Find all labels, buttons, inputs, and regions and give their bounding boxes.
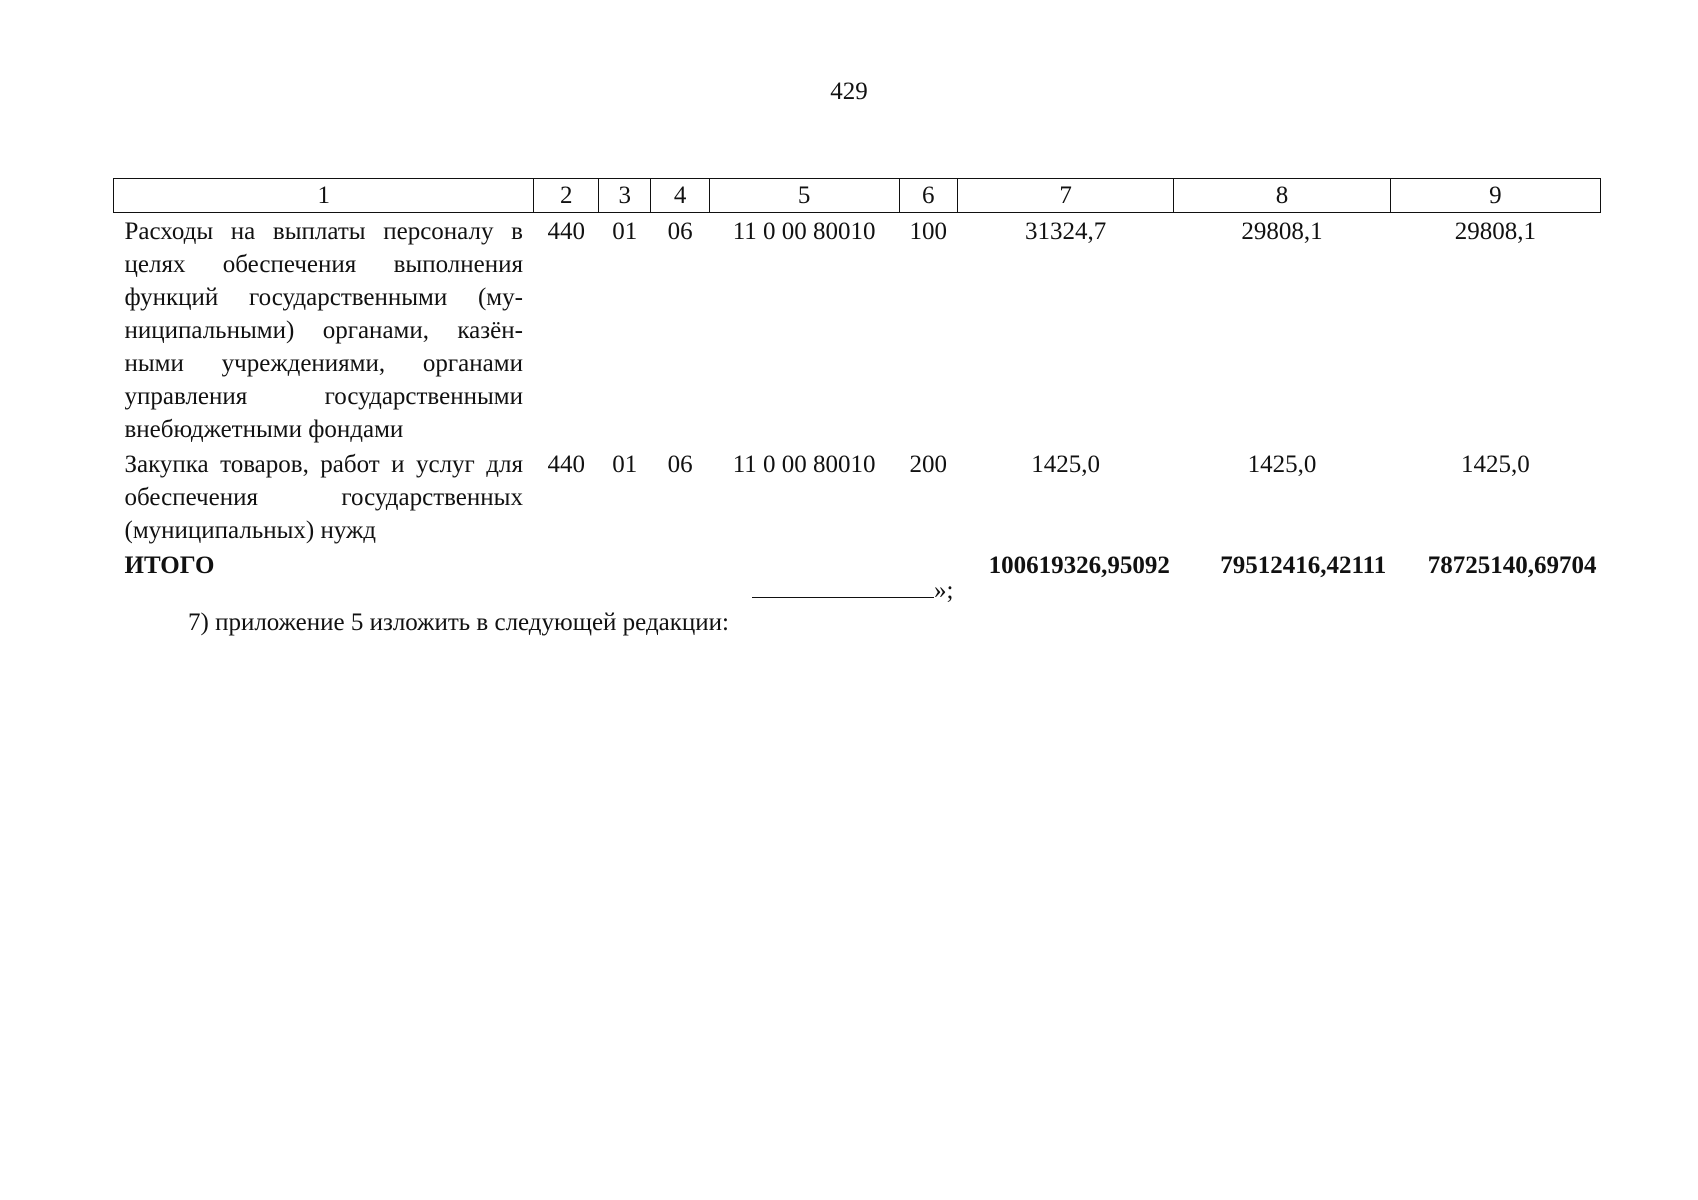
instruction-text: 7) приложение 5 изложить в следующей редакции: — [188, 609, 729, 636]
row-subsection-code: 06 — [667, 451, 693, 478]
row-amount-year-3: 1425,0 — [1460, 451, 1530, 478]
table-row — [114, 446, 1601, 547]
row-expense-type: 200 — [909, 451, 947, 478]
table-header-row — [114, 179, 1601, 213]
column-header-1: 1 — [114, 179, 534, 213]
row-ministry-code: 440 — [547, 218, 585, 245]
table-row — [114, 213, 1601, 447]
row-subsection-code: 06 — [667, 218, 693, 245]
column-header-7: 7 — [957, 179, 1173, 213]
total-year-3: 78725140,69704 — [1427, 552, 1597, 579]
total-year-2: 79512416,42111 — [1220, 552, 1387, 579]
column-header-9: 9 — [1390, 179, 1600, 213]
row-section-code: 01 — [612, 451, 638, 478]
budget-table — [113, 178, 1601, 582]
total-label: ИТОГО — [124, 552, 215, 579]
total-year-1: 100619326,95092 — [988, 552, 1170, 579]
row-ministry-code: 440 — [547, 451, 585, 478]
column-header-4: 4 — [651, 179, 709, 213]
row-target-article: 11 0 00 80010 — [732, 451, 876, 478]
column-header-3: 3 — [599, 179, 651, 213]
row-amount-year-1: 31324,7 — [1025, 218, 1107, 245]
column-header-2: 2 — [534, 179, 599, 213]
row-expense-type: 100 — [909, 218, 947, 245]
row-amount-year-2: 29808,1 — [1241, 218, 1323, 245]
column-header-8: 8 — [1174, 179, 1390, 213]
row-amount-year-1: 1425,0 — [1031, 451, 1101, 478]
row-section-code: 01 — [612, 218, 638, 245]
page-number: 429 — [830, 78, 868, 105]
row-amount-year-2: 1425,0 — [1247, 451, 1317, 478]
row-amount-year-3: 29808,1 — [1454, 218, 1536, 245]
column-header-5: 5 — [709, 179, 899, 213]
closing-rule — [752, 579, 934, 598]
row-description: Закупка товаров, работ и услуг для обеспечения государственных (муниципальных) нужд — [124, 451, 523, 544]
row-description: Расходы на выплаты персоналу в целях обеспечения выполнения функций государственными (муниципальными) органами, казёнными учреждениями, органами управления государственными внебюджетными фондами — [124, 218, 523, 443]
row-target-article: 11 0 00 80010 — [732, 218, 876, 245]
closing-quote — [752, 574, 953, 607]
column-header-6: 6 — [899, 179, 957, 213]
closing-mark: »; — [934, 577, 954, 604]
